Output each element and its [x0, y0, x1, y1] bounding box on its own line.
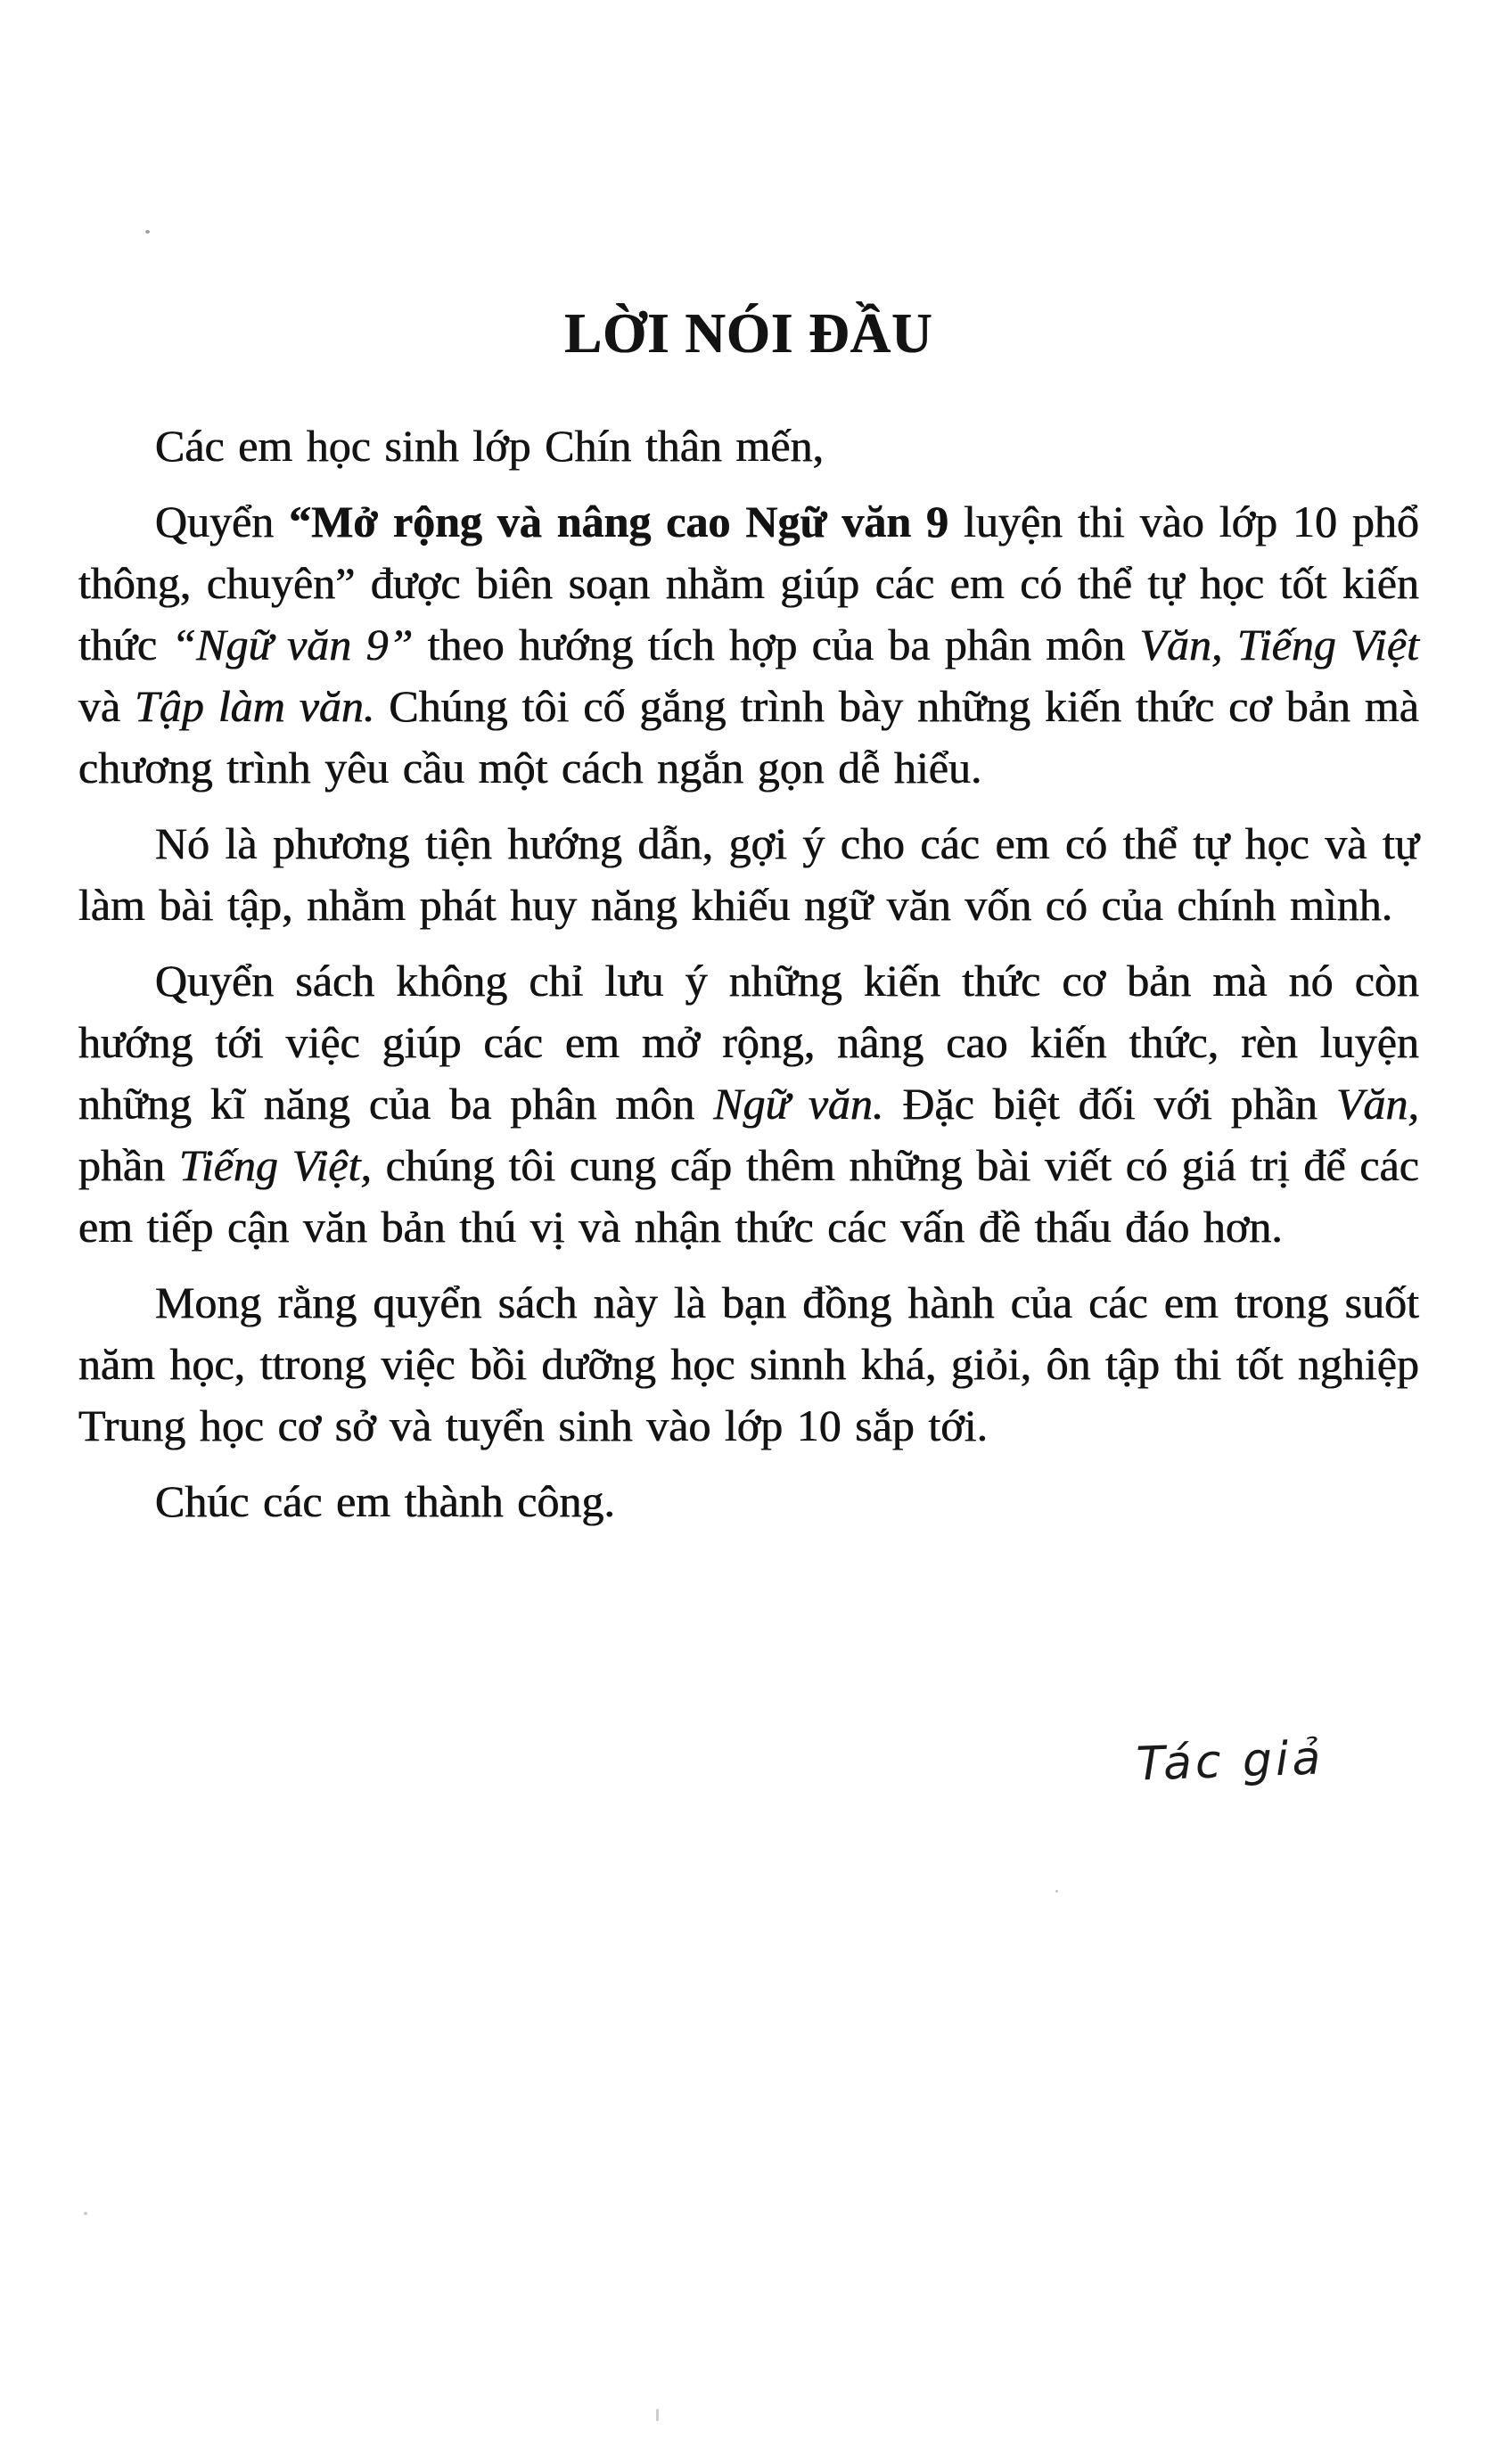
paragraph-closing [78, 1471, 1419, 1532]
paragraph-wish [78, 1272, 1419, 1457]
expansion-part2: Đặc biệt đối với phần [883, 1079, 1336, 1129]
purpose-text: Nó là phương tiện hướng dẫn, gợi ý cho các em có thể tự học và tự làm bài tập, nhằm phát huy năng khiếu ngữ văn vốn có của chính mình. [78, 818, 1419, 930]
subjects-italic: Văn, Tiếng Việt [1139, 620, 1420, 669]
van-italic: Văn, [1335, 1079, 1419, 1129]
preface-body [78, 415, 1419, 1547]
intro-after-title: luyện thi vào lớp 10 phổ thông, chuyên” được biên soạn nhằm giúp các em có thể tự học tốt kiến thức [78, 497, 1419, 669]
expansion-part4: chúng tôi cung cấp thêm những bài viết có giá trị để các em tiếp cận văn bản thú vị và nhận thức các vấn đề thấu đáo hơn. [78, 1140, 1419, 1252]
tap-lam-van-italic: Tập làm văn. [135, 681, 375, 731]
paragraph-expansion [78, 950, 1419, 1258]
expansion-part1: Quyển sách không chỉ lưu ý những kiến thức cơ bản mà nó còn hướng tới việc giúp các em mở rộng, nâng cao kiến thức, rèn luyện những kĩ năng của ba phân môn [78, 956, 1419, 1129]
ngu-van-9-italic: “Ngữ văn 9” [171, 620, 414, 669]
scan-speck [1055, 1890, 1058, 1893]
author-signature: Tác giả [1135, 1731, 1326, 1792]
scan-speck [145, 230, 150, 234]
wish-text: Mong rằng quyển sách này là bạn đồng hành của các em trong suốt năm học, ttrong việc bồi dưỡng học sinnh khá, giỏi, ôn tập thi tốt nghiệp Trung học cơ sở và tuyển sinh vào lớp 10 sắp tới. [78, 1277, 1419, 1450]
ngu-van-italic: Ngữ văn. [713, 1079, 884, 1129]
expansion-part3: phần [78, 1140, 179, 1190]
paragraph-greeting [78, 415, 1419, 477]
closing-text: Chúc các em thành công. [155, 1476, 615, 1526]
intro-tail: Chúng tôi cố gắng trình bày những kiến thức cơ bản mà chương trình yêu cầu một cách ngắn gọn dễ hiểu. [78, 681, 1420, 793]
page-title: LỜI NÓI ĐẦU [564, 302, 933, 365]
book-title-bold: “Mở rộng và nâng cao Ngữ văn 9 [289, 497, 949, 546]
tieng-viet-italic: Tiếng Việt, [178, 1140, 372, 1190]
greeting-text: Các em học sinh lớp Chín thân mến, [155, 421, 825, 471]
intro-lead: Quyển [155, 497, 290, 546]
paragraph-introduction [78, 491, 1419, 799]
intro-conjunction: và [78, 681, 135, 731]
scan-speck [84, 2212, 87, 2215]
intro-mid: theo hướng tích hợp của ba phân môn [413, 620, 1140, 669]
scan-speck [656, 2409, 659, 2421]
paragraph-purpose [78, 813, 1419, 936]
